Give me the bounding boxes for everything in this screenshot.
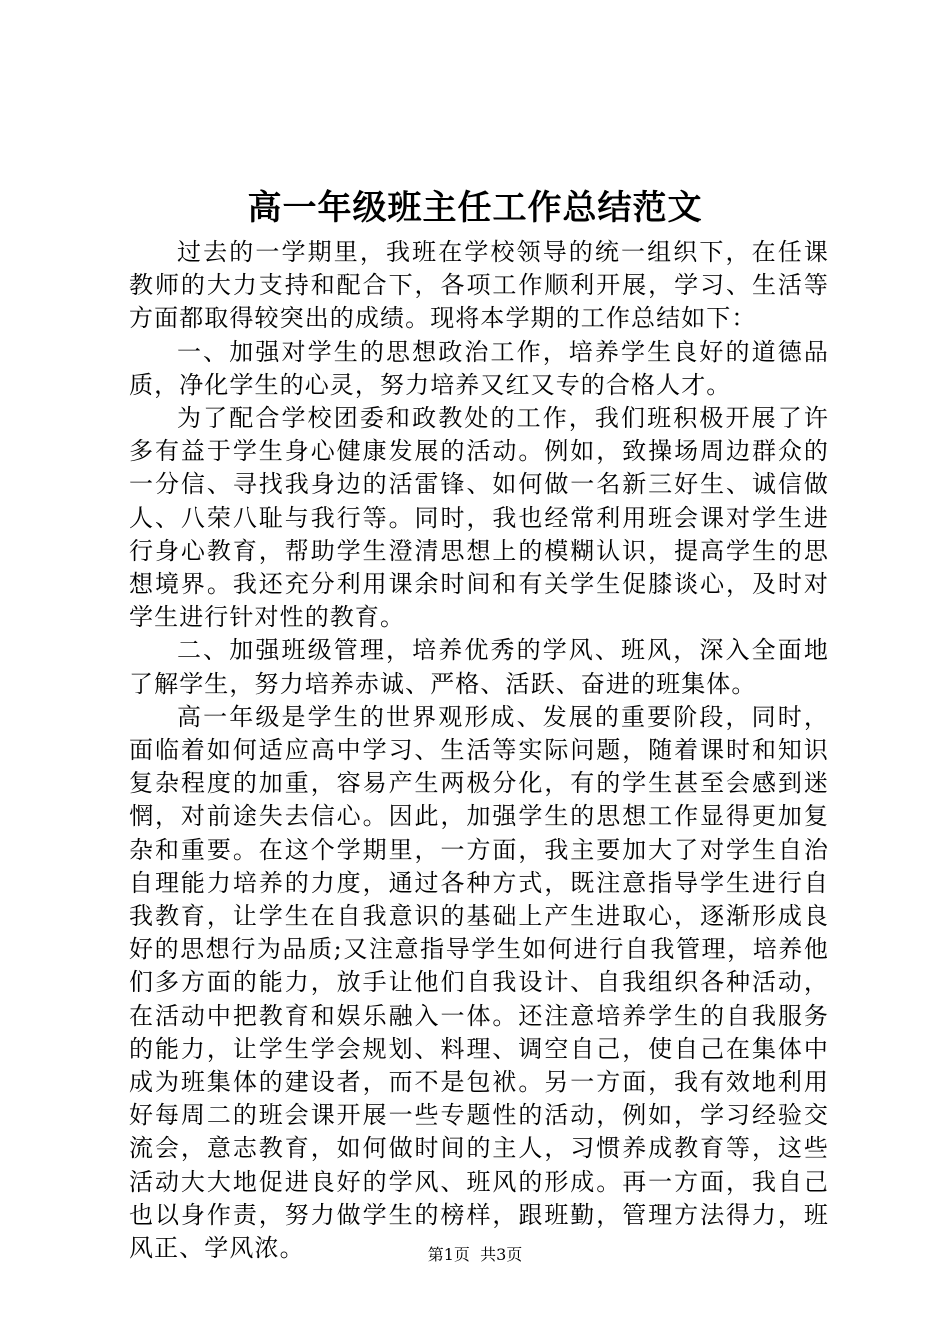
page-total: 共3页 — [480, 1245, 523, 1264]
document-title: 高一年级班主任工作总结范文 — [247, 188, 703, 228]
document-body — [129, 236, 829, 1265]
page-number: 第1页 — [427, 1245, 470, 1264]
page-footer — [0, 1244, 950, 1266]
paragraph-intro: 过去的一学期里，我班在学校领导的统一组织下，在任课教师的大力支持和配合下，各项工作顺利开展，学习、生活等方面都取得较突出的成绩。现将本学期的工作总结如下： — [129, 238, 829, 333]
paragraph-section-2-heading: 二、加强班级管理，培养优秀的学风、班风，深入全面地了解学生，努力培养赤诚、严格、活跃、奋进的班集体。 — [129, 636, 829, 698]
paragraph-section-2-body: 高一年级是学生的世界观形成、发展的重要阶段，同时，面临着如何适应高中学习、生活等实际问题，随着课时和知识复杂程度的加重，容易产生两极分化，有的学生甚至会感到迷惘，对前途失去信心。因此，加强学生的思想工作显得更加复杂和重要。在这个学期里，一方面，我主要加大了对学生自治自理能力培养的力度，通过各种方式，既注意指导学生进行自我教育，让学生在自我意识的基础上产生进取心，逐渐形成良好的思想行为品质;又注意指导学生如何进行自我管理，培养他们多方面的能力，放手让他们自我设计、自我组织各种活动，在活动中把教育和娱乐融入一体。还注意培养学生的自我服务的能力，让学生学会规划、料理、调空自己，使自己在集体中成为班集体的建设者，而不是包袱。另一方面，我有效地利用好每周二的班会课开展一些专题性的活动，例如，学习经验交流会，意志教育，如何做时间的主人，习惯养成教育等，这些活动大大地促进良好的学风、班风的形成。再一方面，我自己也以身作责，努力做学生的榜样，跟班勤，管理方法得力，班风正、学风浓。 — [129, 702, 829, 1263]
paragraph-section-1-heading: 一、加强对学生的思想政治工作，培养学生良好的道德品质，净化学生的心灵，努力培养又红又专的合格人才。 — [129, 337, 829, 399]
paragraph-section-1-body: 为了配合学校团委和政教处的工作，我们班积极开展了许多有益于学生身心健康发展的活动。例如，致操场周边群众的一分信、寻找我身边的活雷锋、如何做一名新三好生、诚信做人、八荣八耻与我行等。同时，我也经常利用班会课对学生进行身心教育，帮助学生澄清思想上的模糊认识，提高学生的思想境界。我还充分利用课余时间和有关学生促膝谈心，及时对学生进行针对性的教育。 — [129, 404, 829, 632]
